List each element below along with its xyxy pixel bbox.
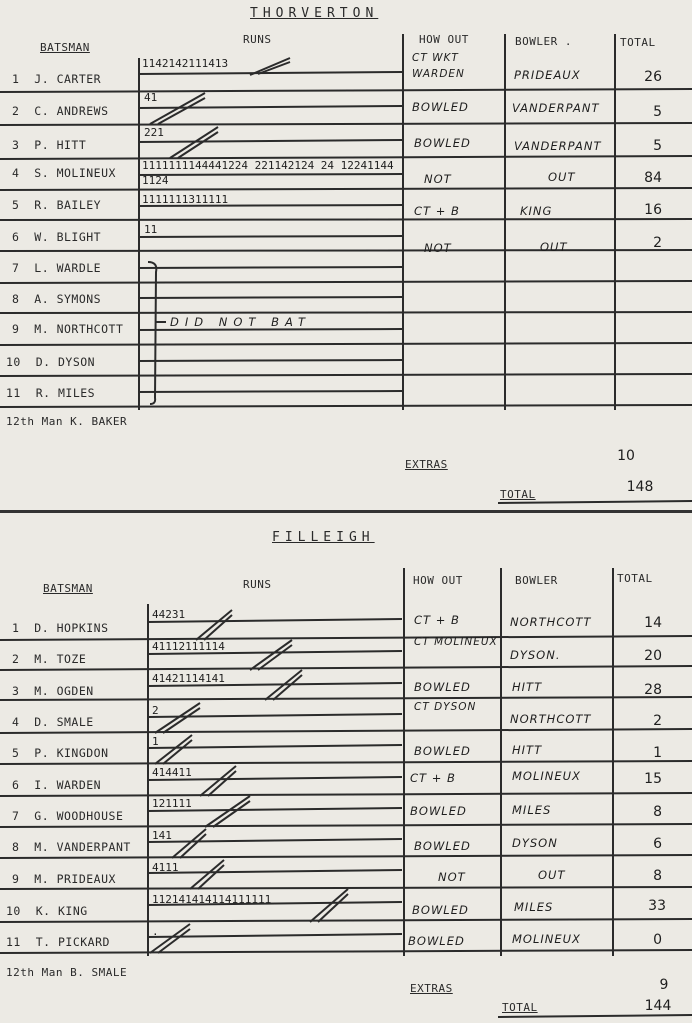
row-number: 6 <box>12 230 20 244</box>
batsman-total: 2 <box>653 713 662 729</box>
batsman-name: W. BLIGHT <box>34 230 102 244</box>
runs-tally: 1111111311111 <box>142 193 229 206</box>
runs-tally: 11 <box>144 223 158 236</box>
row-number: 11 <box>6 935 21 949</box>
total-header: TOTAL <box>620 36 656 49</box>
team-title: FILLEIGH <box>272 530 375 545</box>
row-number: 2 <box>12 652 20 666</box>
row-number: 10 <box>6 355 21 369</box>
batsman-name: L. WARDLE <box>34 261 102 275</box>
bowler-name: HITT <box>512 680 543 694</box>
runs-tally: 221 <box>144 126 164 139</box>
grid-line <box>612 568 614 956</box>
batsman-name: R. MILES <box>35 386 96 400</box>
batsman-name: M. OGDEN <box>34 684 94 698</box>
batsman-name: M. PRIDEAUX <box>34 872 116 886</box>
row-number: 3 <box>12 138 20 152</box>
bowler-name: OUT <box>548 170 576 184</box>
batsman-row <box>12 138 86 152</box>
how-out: CT + B <box>414 613 460 627</box>
batsman-total: 5 <box>653 138 662 154</box>
row-number: 9 <box>12 872 20 886</box>
row-number: 4 <box>12 715 20 729</box>
grid-line <box>403 568 405 956</box>
batsman-row <box>12 684 94 698</box>
batsman-row <box>12 261 101 275</box>
runs-tally: 41 <box>144 91 158 104</box>
row-number: 5 <box>12 746 20 760</box>
batsman-row <box>12 322 123 336</box>
how-out-header: HOW OUT <box>419 33 469 46</box>
total-label: TOTAL <box>502 1001 538 1014</box>
row-number: 1 <box>12 621 20 635</box>
runs-header: RUNS <box>243 33 272 46</box>
batsman-total: 26 <box>644 69 662 85</box>
batsman-name: R. BAILEY <box>34 198 102 212</box>
batsman-row <box>12 166 116 180</box>
batsman-name: D. HOPKINS <box>34 621 109 635</box>
runs-tally: 141 <box>152 829 172 842</box>
bowler-name: VANDERPANT <box>514 139 602 153</box>
batsman-row <box>12 840 131 854</box>
bowler-name: MOLINEUX <box>512 932 581 946</box>
batsman-name: A. SYMONS <box>34 292 102 306</box>
bowler-name: PRIDEAUX <box>514 68 581 82</box>
batsman-header: BATSMAN <box>43 582 93 595</box>
runs-tally: 1 <box>152 735 159 748</box>
runs-tally: 44231 <box>152 608 186 621</box>
how-out: BOWLED <box>410 804 467 818</box>
batsman-total: 6 <box>653 836 662 852</box>
bowler-name: KING <box>520 204 553 218</box>
innings-total: 148 <box>626 479 654 495</box>
how-out-header: HOW OUT <box>413 574 463 587</box>
total-header: TOTAL <box>617 572 653 585</box>
row-number: 3 <box>12 684 20 698</box>
row-number: 9 <box>12 322 20 336</box>
row-number: 2 <box>12 104 20 118</box>
batsman-row <box>12 292 101 306</box>
batsman-row <box>6 355 95 369</box>
batsman-total: 84 <box>644 170 662 186</box>
extras-value: 10 <box>617 448 635 464</box>
bowler-name: VANDERPANT <box>512 101 600 115</box>
batsman-name: T. PICKARD <box>35 935 110 949</box>
batsman-name: K. KING <box>35 904 88 918</box>
did-not-bat-note: DID NOT BAT <box>170 315 312 329</box>
row-number: 7 <box>12 809 20 823</box>
batsman-total: 2 <box>653 235 662 251</box>
batsman-name: G. WOODHOUSE <box>34 809 124 823</box>
runs-header: RUNS <box>243 578 272 591</box>
batsman-row <box>6 935 110 949</box>
batsman-total: 1 <box>653 745 662 761</box>
how-out: BOWLED <box>412 903 469 917</box>
batsman-total: 28 <box>644 682 662 698</box>
batsman-name: S. MOLINEUX <box>34 166 116 180</box>
bowler-name: DYSON <box>512 836 558 850</box>
batsman-total: 0 <box>653 932 662 948</box>
batsman-row <box>12 230 101 244</box>
row-number: 8 <box>12 840 20 854</box>
twelfth-man: 12th Man B. SMALE <box>6 966 128 979</box>
batsman-row <box>12 72 101 86</box>
section-divider <box>0 510 692 513</box>
how-out: CT MOLINEUX <box>414 636 498 648</box>
grid-line <box>147 604 149 956</box>
row-number: 4 <box>12 166 20 180</box>
bowler-name: DYSON. <box>510 648 561 662</box>
bowler-name: NORTHCOTT <box>510 615 592 629</box>
how-out: BOWLED <box>414 744 471 758</box>
bowler-name: MOLINEUX <box>512 769 581 783</box>
how-out: NOT <box>424 241 452 255</box>
grid-line <box>500 568 502 956</box>
extras-value: 9 <box>659 977 669 993</box>
bowler-header: BOWLER . <box>515 35 572 48</box>
batsman-total: 33 <box>648 898 666 914</box>
batsman-row <box>12 715 94 729</box>
bowler-name: OUT <box>540 240 568 254</box>
batsman-row <box>12 198 101 212</box>
how-out: BOWLED <box>412 100 469 114</box>
row-number: 1 <box>12 72 20 86</box>
batsman-total: 8 <box>653 804 662 820</box>
batsman-name: M. TOZE <box>34 652 87 666</box>
how-out: BOWLED <box>408 934 465 948</box>
runs-tally: 1111111144441224 221142124 24 12241144 1124 <box>142 159 394 187</box>
batsman-total: 14 <box>644 615 662 631</box>
runs-tally: 2 <box>152 704 159 717</box>
batsman-total: 5 <box>653 104 662 120</box>
how-out: CT + B <box>410 771 456 785</box>
runs-tally: 4111 <box>152 861 179 874</box>
runs-tally: . <box>152 925 159 938</box>
batsman-name: J. CARTER <box>34 72 102 86</box>
runs-tally: 1142142111413 <box>142 57 229 70</box>
bowler-name: MILES <box>512 803 552 817</box>
row-number: 11 <box>6 386 21 400</box>
batsman-name: P. HITT <box>34 138 87 152</box>
total-label: TOTAL <box>500 488 536 501</box>
batsman-name: M. VANDERPANT <box>34 840 131 854</box>
batsman-name: M. NORTHCOTT <box>34 322 124 336</box>
how-out: BOWLED <box>414 680 471 694</box>
batsman-row <box>12 778 101 792</box>
how-out: CT + B <box>414 204 460 218</box>
batsman-row <box>12 746 109 760</box>
runs-tally: 41112111114 <box>152 640 225 653</box>
batsman-total: 16 <box>644 202 662 218</box>
how-out: BOWLED <box>414 136 471 150</box>
batsman-row <box>6 386 95 400</box>
batsman-row <box>12 621 109 635</box>
how-out: CT WKT WARDEN <box>412 52 465 80</box>
row-number: 6 <box>12 778 20 792</box>
row-number: 5 <box>12 198 20 212</box>
batsman-name: P. KINGDON <box>34 746 109 760</box>
innings-total: 144 <box>644 998 672 1014</box>
batsman-total: 15 <box>644 771 662 787</box>
extras-label: EXTRAS <box>405 458 448 471</box>
runs-tally: 121111 <box>152 797 192 810</box>
team-title: THORVERTON <box>250 6 379 21</box>
batsman-row <box>12 104 109 118</box>
batsman-name: I. WARDEN <box>34 778 102 792</box>
batsman-name: D. DYSON <box>35 355 96 369</box>
row-number: 7 <box>12 261 20 275</box>
how-out: NOT <box>438 870 466 884</box>
bowler-name: MILES <box>514 900 554 914</box>
batsman-header: BATSMAN <box>40 41 90 54</box>
how-out: CT DYSON <box>414 701 477 713</box>
runs-tally: 41421114141 <box>152 672 225 685</box>
runs-tally: 112141414114111111 <box>152 893 272 906</box>
batsman-row <box>12 652 86 666</box>
batsman-total: 8 <box>653 868 662 884</box>
how-out: NOT <box>424 172 452 186</box>
batsman-row <box>6 904 88 918</box>
row-number: 8 <box>12 292 20 306</box>
batsman-name: D. SMALE <box>34 715 94 729</box>
runs-tally: 414411 <box>152 766 192 779</box>
batsman-total: 20 <box>644 648 662 664</box>
bowler-name: NORTHCOTT <box>510 712 592 726</box>
bowler-name: HITT <box>512 743 543 757</box>
batsman-name: C. ANDREWS <box>34 104 109 118</box>
bowler-name: OUT <box>538 868 566 882</box>
bowler-header: BOWLER <box>515 574 558 587</box>
batsman-row <box>12 872 116 886</box>
twelfth-man: 12th Man K. BAKER <box>6 415 128 428</box>
how-out: BOWLED <box>414 839 471 853</box>
row-number: 10 <box>6 904 21 918</box>
extras-label: EXTRAS <box>410 982 453 995</box>
batsman-row <box>12 809 123 823</box>
